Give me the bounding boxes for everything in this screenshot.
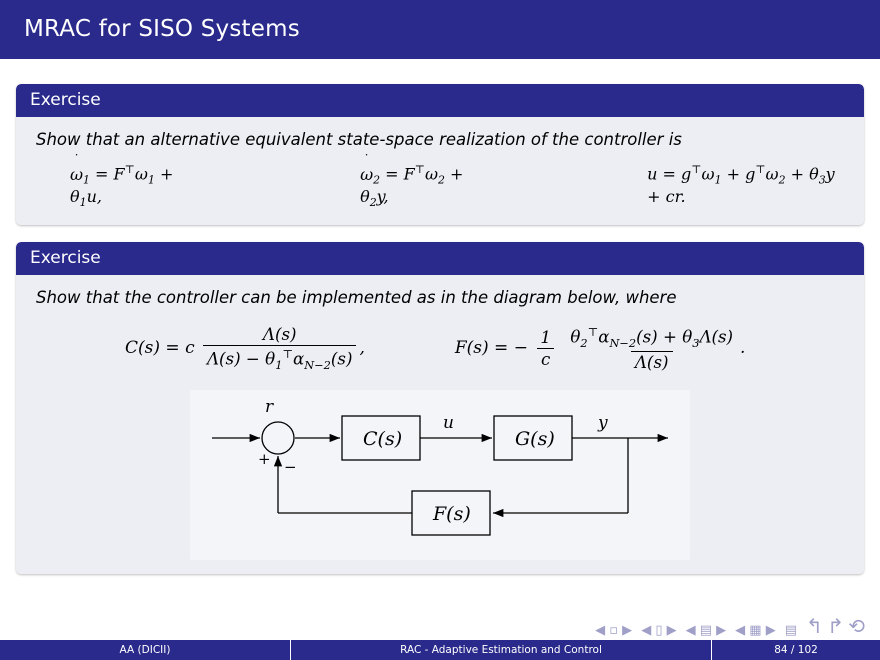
block-1-header: Exercise [16, 84, 864, 117]
exercise-block-2 [16, 242, 864, 574]
block-2-body [16, 275, 864, 574]
footer-page-number: 84 / 102 [712, 640, 880, 660]
diagram-block-g: G(s) [515, 428, 555, 451]
equation-cs: C(s) = c $\frac{\Lambda(s)}{\Lambda(s) - \theta_1^⊤\alpha_{N-2}(s)}$ , [125, 325, 365, 373]
equation-omega2: ˙ $\omega_2 = F^⊤\omega_2 + \theta_2y$, [360, 153, 464, 209]
exercise-block-1 [16, 84, 864, 225]
diagram-sum-minus: − [284, 458, 297, 477]
block-1-statement: Show that an alternative equivalent state-space realization of the controller is [36, 130, 682, 149]
equation-omega1: ˙ $\omega_1 = F^⊤\omega_1 + \theta_1u$, [70, 153, 174, 209]
diagram-label-y: y [598, 413, 608, 434]
equation-u: $u = g^⊤\omega_1 + g^⊤\omega_2 + \theta_3y$ + cr. [647, 163, 835, 206]
diagram-sum-plus: + [258, 450, 271, 469]
slide-footer [0, 640, 880, 660]
nav-frame-icons[interactable]: ◀ ▯ ▶ [641, 623, 677, 638]
nav-subsection-icons[interactable]: ◀ ▤ ▶ [685, 623, 727, 638]
nav-doc-icon[interactable]: ▤ [784, 623, 797, 638]
nav-slide-icons[interactable]: ◀ ▫ ▶ [595, 623, 633, 638]
control-block-diagram [190, 390, 690, 560]
page-title: MRAC for SISO Systems [24, 16, 300, 42]
block-1-equation-row [30, 153, 850, 209]
nav-section-icons[interactable]: ◀ ▦ ▶ [735, 623, 776, 638]
nav-back-forward-icons[interactable]: ↰ ↱ ⟲ [806, 614, 864, 638]
beamer-navigation-symbols[interactable] [595, 614, 864, 638]
slide-title-bar [0, 0, 880, 59]
diagram-block-f: F(s) [433, 503, 471, 526]
footer-author: AA (DICII) [0, 640, 290, 660]
block-2-equation-row [30, 325, 850, 372]
block-2-header: Exercise [16, 242, 864, 275]
footer-course: RAC - Adaptive Estimation and Control [290, 640, 712, 660]
diagram-label-r: r [265, 397, 274, 418]
diagram-block-c: C(s) [363, 428, 403, 451]
block-2-statement: Show that the controller can be implemented as in the diagram below, where [36, 288, 677, 307]
diagram-label-u: u [443, 413, 454, 434]
equation-fs: F(s) = − $\frac{1}{c}$ $\frac{\theta_2^⊤\alpha_{N-2}(s) + \theta_3\Lambda(s)}{\Lambda(s)}$ . [454, 325, 746, 373]
block-1-body [16, 117, 864, 225]
